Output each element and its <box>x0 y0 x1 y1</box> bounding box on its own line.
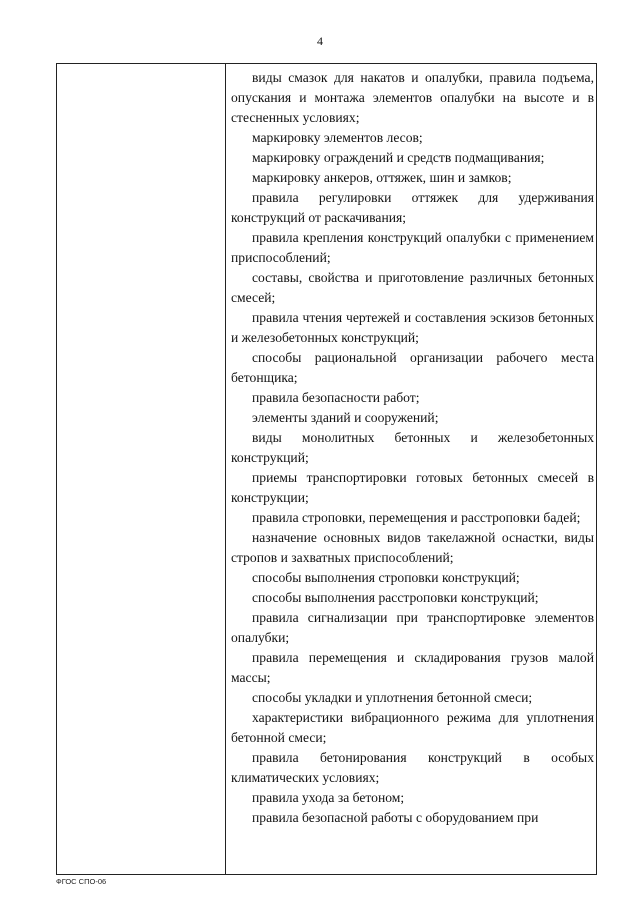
list-item: правила перемещения и складирования грузов малой массы; <box>231 650 594 685</box>
content-table <box>56 63 597 875</box>
list-item: виды смазок для накатов и опалубки, правила подъема, опускания и монтажа элементов опалубки на высоте и в стесненных условиях; <box>231 70 594 125</box>
table-left-column <box>57 64 226 874</box>
list-item: назначение основных видов такелажной оснастки, виды стропов и захватных приспособлений; <box>231 530 594 565</box>
list-item: способы выполнения строповки конструкций; <box>252 570 520 585</box>
list-item: маркировку элементов лесов; <box>252 130 423 145</box>
page-number: 4 <box>317 34 323 48</box>
list-item: правила безопасности работ; <box>252 390 420 405</box>
list-item: правила строповки, перемещения и расстроповки бадей; <box>252 510 581 525</box>
list-item: правила чтения чертежей и составления эскизов бетонных и железобетонных конструкций; <box>231 310 594 345</box>
list-item: правила ухода за бетоном; <box>252 790 405 805</box>
list-item: маркировку анкеров, оттяжек, шин и замков; <box>252 170 512 185</box>
footer-label: ФГОС СПО-06 <box>56 877 107 886</box>
list-item: маркировку ограждений и средств подмащивания; <box>252 150 545 165</box>
list-item: правила бетонирования конструкций в особых климатических условиях; <box>231 750 594 785</box>
list-item: способы выполнения расстроповки конструкций; <box>252 590 539 605</box>
list-item: правила безопасной работы с оборудованием при <box>252 810 539 825</box>
list-item: составы, свойства и приготовление различных бетонных смесей; <box>231 270 594 305</box>
list-item: правила сигнализации при транспортировке элементов опалубки; <box>231 610 594 645</box>
table-right-column <box>226 64 596 874</box>
list-item: правила регулировки оттяжек для удерживания конструкций от раскачивания; <box>231 190 594 225</box>
list-item: способы укладки и уплотнения бетонной смеси; <box>252 690 533 705</box>
list-item: характеристики вибрационного режима для уплотнения бетонной смеси; <box>231 710 594 745</box>
list-item: правила крепления конструкций опалубки с применением приспособлений; <box>231 230 594 265</box>
list-item: приемы транспортировки готовых бетонных смесей в конструкции; <box>231 470 594 505</box>
list-item: элементы зданий и сооружений; <box>252 410 439 425</box>
list-item: способы рациональной организации рабочего места бетонщика; <box>231 350 594 385</box>
list-item: виды монолитных бетонных и железобетонных конструкций; <box>231 430 594 465</box>
